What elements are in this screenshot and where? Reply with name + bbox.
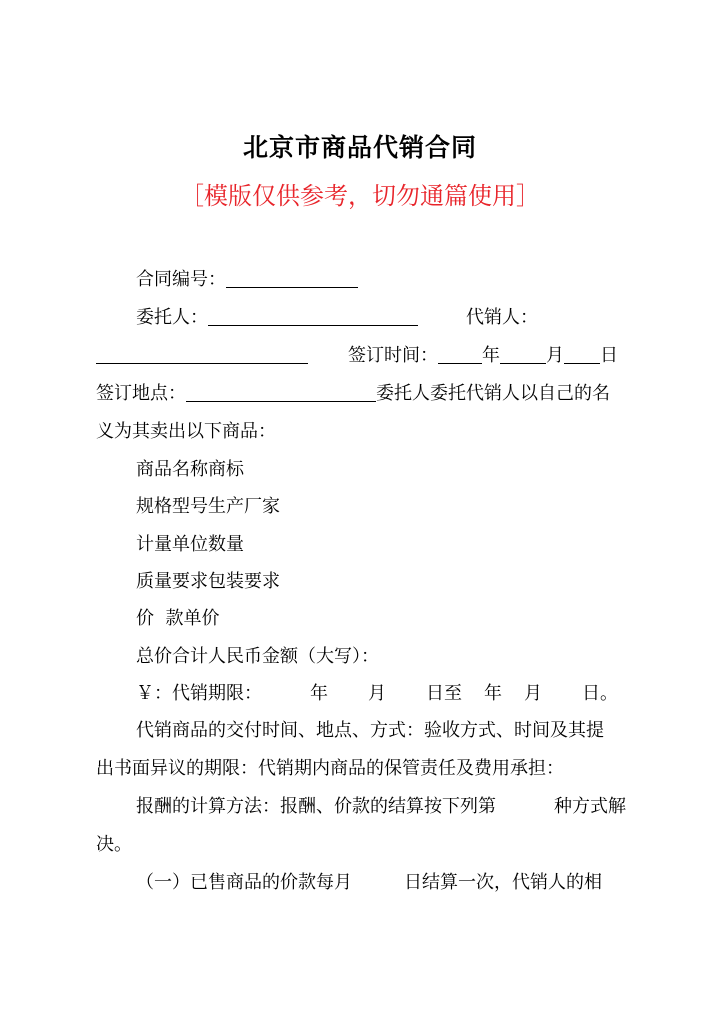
period-end: 日。	[582, 683, 618, 704]
sign-time-line	[96, 344, 308, 368]
entrust-text-b: 义为其卖出以下商品：	[96, 421, 276, 442]
item-quality-packaging: 质量要求包装要求	[136, 571, 280, 592]
agent-label: 代销人：	[466, 307, 538, 328]
entrust-text-a: 委托人委托代销人以自己的名	[376, 383, 610, 404]
period-prefix: ￥：代销期限：	[136, 683, 262, 704]
payment-text-a1: 报酬的计算方法：报酬、价款的结算按下列第	[136, 796, 496, 817]
contract-number-blank[interactable]	[226, 269, 358, 288]
agent-blank[interactable]	[96, 345, 308, 364]
contract-title: 北京市商品代销合同	[242, 133, 477, 162]
principal-blank[interactable]	[208, 307, 418, 326]
sign-time-label: 签订时间：	[348, 345, 438, 366]
payment-text-b: 决。	[96, 834, 132, 855]
payment-text-a2: 种方式解	[554, 796, 626, 817]
contract-number-label: 合同编号：	[136, 269, 226, 290]
contract-number-line	[136, 268, 358, 292]
item-spec-manufacturer: 规格型号生产厂家	[136, 496, 280, 517]
item-total-amount: 总价合计人民币金额（大写）：	[136, 646, 379, 667]
sign-place-line	[96, 382, 610, 406]
sign-day-label: 日	[600, 345, 618, 366]
template-notice: ［模版仅供参考，切勿通篇使用］	[180, 182, 540, 210]
principal-line	[136, 306, 418, 330]
item-price-unit: 价 款单价	[136, 608, 220, 629]
item-name-trademark: 商品名称商标	[136, 459, 244, 480]
period-year: 年	[310, 683, 328, 704]
period-month-2: 月	[524, 683, 542, 704]
sign-time-group	[348, 344, 618, 368]
period-month: 月	[368, 683, 386, 704]
item-unit-quantity: 计量单位数量	[136, 534, 244, 555]
sign-day-blank[interactable]	[564, 345, 600, 364]
principal-label: 委托人：	[136, 307, 208, 328]
sign-year-label: 年	[482, 345, 500, 366]
option-one-b: 日结算一次，代销人的相	[404, 872, 602, 893]
option-one-a: （一）已售商品的价款每月	[136, 872, 352, 893]
sign-year-blank[interactable]	[438, 345, 482, 364]
sign-place-blank[interactable]	[186, 383, 376, 402]
period-year-2: 年	[484, 683, 502, 704]
delivery-text-b: 出书面异议的期限：代销期内商品的保管责任及费用承担：	[96, 758, 564, 779]
sign-month-blank[interactable]	[500, 345, 546, 364]
delivery-text-a: 代销商品的交付时间、地点、方式：验收方式、时间及其提	[136, 720, 604, 741]
sign-place-label: 签订地点：	[96, 383, 186, 404]
period-day-to: 日至	[426, 683, 462, 704]
sign-month-label: 月	[546, 345, 564, 366]
